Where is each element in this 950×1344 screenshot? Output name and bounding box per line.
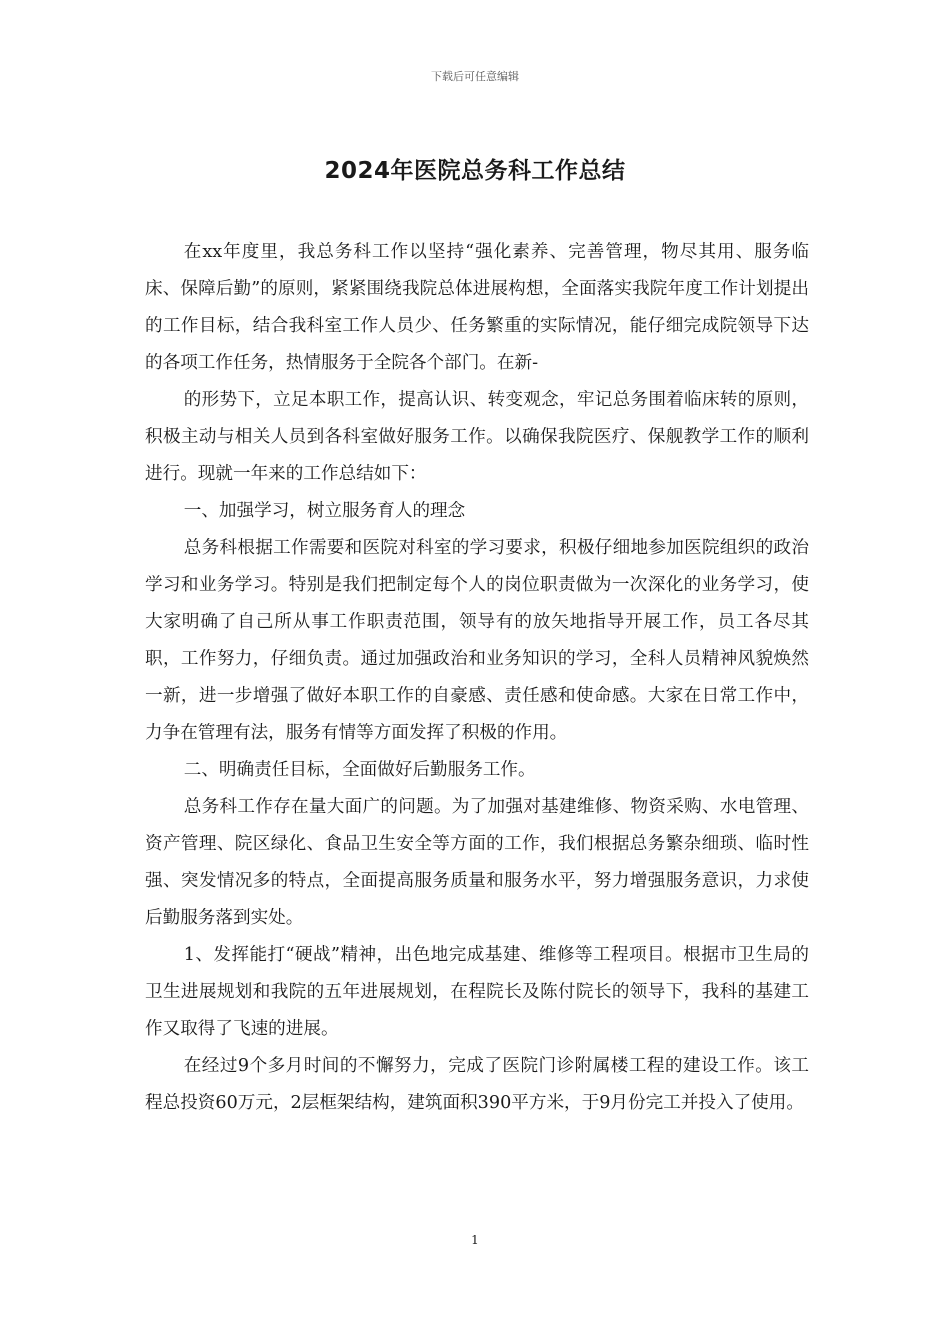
paragraph: 总务科工作存在量大面广的问题。为了加强对基建维修、物资采购、水电管理、资产管理、院区绿化、食品卫生安全等方面的工作，我们根据总务繁杂细琐、临时性强、突发情况多的特点，全面提高服务质量和服务水平，努力增强服务意识，力求使后勤服务落到实处。: [145, 797, 809, 928]
document-body: [145, 234, 809, 1122]
paragraph: 1、发挥能打“硬战”精神，出色地完成基建、维修等工程项目。根据市卫生局的卫生进展规划和我院的五年进展规划，在程院长及陈付院长的领导下，我科的基建工作又取得了飞速的进展。: [145, 945, 809, 1039]
document-title: 2024年医院总务科工作总结: [324, 158, 626, 184]
header-note: 下载后可任意编辑: [431, 70, 519, 83]
paragraph: 总务科根据工作需要和医院对科室的学习要求，积极仔细地参加医院组织的政治学习和业务学习。特别是我们把制定每个人的岗位职责做为一次深化的业务学习，使大家明确了自己所从事工作职责范围，领导有的放矢地指导开展工作，员工各尽其职，工作努力，仔细负责。通过加强政治和业务知识的学习，全科人员精神风貌焕然一新，进一步增强了做好本职工作的自豪感、责任感和使命感。大家在日常工作中，力争在管理有法，服务有情等方面发挥了积极的作用。: [145, 538, 809, 743]
section-heading: 一、加强学习，树立服务育人的理念: [183, 501, 466, 521]
page-number: 1: [471, 1233, 479, 1247]
paragraph: 的形势下，立足本职工作，提高认识、转变观念，牢记总务围着临床转的原则，积极主动与相关人员到各科室做好服务工作。以确保我院医疗、保舰教学工作的顺利进行。现就一年来的工作总结如下：: [145, 390, 809, 484]
section-heading: 二、明确责任目标，全面做好后勤服务工作。: [183, 760, 536, 780]
paragraph: 在经过9个多月时间的不懈努力，完成了医院门诊附属楼工程的建设工作。该工程总投资60万元，2层框架结构，建筑面积390平方米，于9月份完工并投入了使用。: [145, 1056, 809, 1113]
paragraph: 在xx年度里，我总务科工作以坚持“强化素养、完善管理，物尽其用、服务临床、保障后勤”的原则，紧紧围绕我院总体进展构想，全面落实我院年度工作计划提出的工作目标，结合我科室工作人员少、任务繁重的实际情况，能仔细完成院领导下达的各项工作任务，热情服务于全院各个部门。在新-: [145, 242, 809, 373]
